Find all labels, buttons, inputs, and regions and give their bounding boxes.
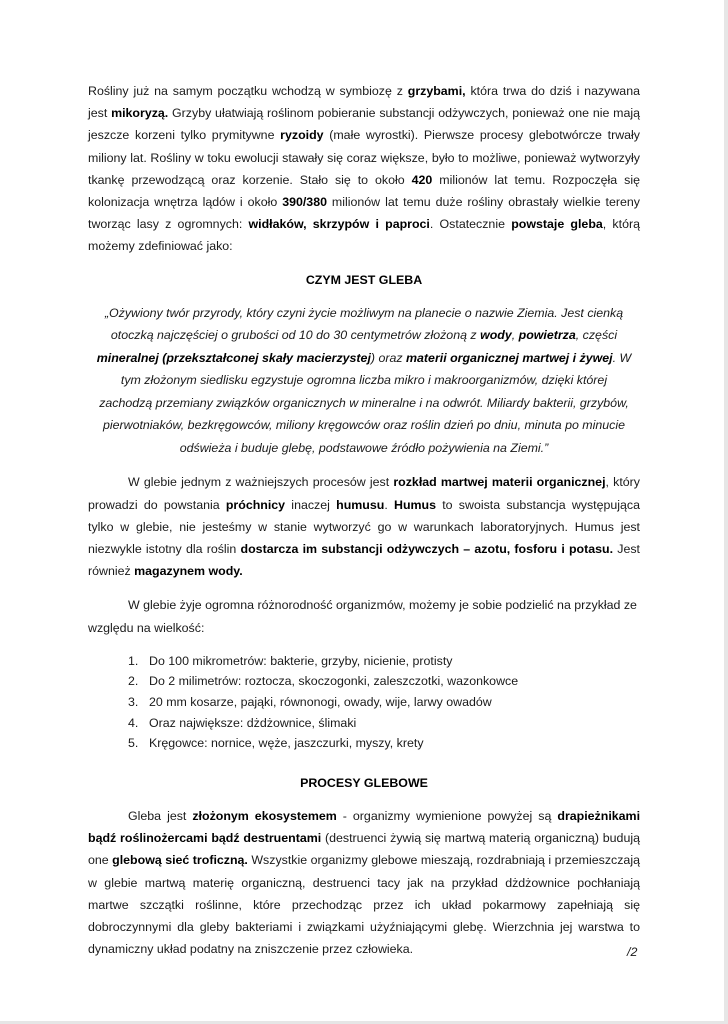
text-run: inaczej: [285, 497, 337, 512]
text-run: ,: [511, 328, 519, 343]
text-run: milionów lat temu. Rozpoczęła się kolonizacja wnętrza lądów i około: [88, 172, 640, 210]
bold-text: drapieżnikami bądź roślinożercami bądź destruentami: [88, 808, 641, 846]
text-run: - organizmy wymienione powyżej są: [336, 808, 558, 823]
text-run: „Ożywiony twór przyrody, który czyni życie możliwym na planecie o nazwie Ziemia. Jest cienką otoczką najczęściej o grubości od 10 do 30 centymetrów złożoną z: [104, 305, 624, 343]
text-run: ) oraz: [370, 350, 407, 365]
heading-procesy-glebowe: PROCESY GLEBOWE: [300, 775, 428, 790]
bold-text: mikoryzą.: [111, 106, 169, 121]
bold-text: dostarcza im substancji odżywczych – azotu, fosforu i potasu.: [240, 541, 614, 556]
bold-text: magazynem wody.: [134, 564, 243, 579]
text-run: . Ostatecznie: [429, 217, 512, 232]
organisms-paragraph: W glebie żyje ogromna różnorodność organizmów, możemy je sobie podzielić na przykład ze względu na wielkość:: [88, 598, 637, 635]
text-run: (destruenci żywią się martwą materią organiczną) budują one: [88, 831, 640, 868]
text-run: to swoista substancja występująca tylko w glebie, nie jesteśmy w stanie wytworzyć go w warunkach laboratoryjnych. Humus jest niezwykle istotny dla roślin: [88, 497, 640, 556]
list-text: Do 100 mikrometrów: bakterie, grzyby, nicienie, protisty: [149, 653, 453, 668]
text-run: W glebie jednym z ważniejszych procesów jest: [128, 475, 394, 490]
bold-text: rozkład martwej materii organicznej: [393, 475, 606, 490]
text-run: Rośliny już na samym początku wchodzą w symbiozę z: [88, 84, 408, 98]
page-content: [88, 80, 640, 960]
intro-paragraph: [88, 80, 640, 258]
list-text: 20 mm kosarze, pająki, równonogi, owady, wije, larwy owadów: [149, 694, 492, 709]
text-run: Wszystkie organizmy glebowe mieszają, rozdrabniają i przemieszczają w glebie martwą materię organiczną, destruenci tacy jak na przykład dżdżownice pochłaniają martwe szczątki roślinne, które przechodząc przez ich układ pokarmowy zapełniają się dobroczynnymi dla gleby bakteriami i związkami użyźniającymi glebę. Wierzchnia jej warstwa to dynamiczny układ podatny na zniszczenie przez człowieka.: [88, 853, 640, 957]
bold-text: 420: [411, 172, 433, 187]
bold-text: ryzoidy: [280, 128, 324, 143]
text-run: (małe wyrostki). Pierwsze procesy glebotwórcze trwały miliony lat. Rośliny w toku ewolucji stawały się coraz większe, było to możliwe, ponieważ wytworzyły tkankę przewodzącą oraz korzenie. Stało się to około: [88, 128, 640, 187]
humus-paragraph: [88, 471, 640, 582]
list-text: Do 2 milimetrów: roztocza, skoczogonki, zaleszczotki, wazonkowce: [149, 674, 519, 689]
bold-text: materii organicznej martwej i żywej: [406, 350, 613, 365]
page-number: /2: [627, 945, 638, 959]
bold-text: humusu: [336, 497, 385, 512]
text-run: .: [384, 497, 394, 512]
bold-text: grzybami,: [407, 84, 466, 98]
list-number: 1.: [128, 653, 139, 668]
text-run: . W tym złożonym siedlisku egzystuje ogromna liczba mikro i makroorganizmów, dzięki której zachodzą przemiany związków organicznych w mineralne i na odwrót. Miliardy bakterii, grzybów, pierwotniaków, bezkręgowców, miliony kręgowców oraz roślin dzień po dniu, minuta po minucie odświeża i buduje glebę, podstawowe źródło pożywienia na Ziemi.”: [99, 350, 632, 455]
bold-text: wody: [480, 328, 512, 343]
list-number: 5.: [128, 736, 139, 751]
text-run: Jest również: [88, 541, 640, 579]
bold-text: 390/380: [282, 195, 327, 210]
bold-text: glebową sieć troficzną.: [112, 853, 248, 868]
heading-czym-jest-gleba: CZYM JEST GLEBA: [305, 272, 423, 287]
text-run: , którą możemy zdefiniować jako:: [88, 217, 640, 254]
soil-definition-quote: [88, 302, 640, 460]
text-run: Grzyby ułatwiają roślinom pobieranie substancji odżywczych, ponieważ one nie mają jeszcze korzeni tylko prymitywne: [88, 106, 640, 143]
bold-text: próchnicy: [225, 497, 286, 512]
bold-text: powietrza: [518, 328, 576, 343]
bold-text: mineralnej (przekształconej skały macierzystej: [96, 350, 371, 365]
list-item: [88, 713, 640, 734]
list-number: 3.: [128, 694, 139, 709]
processes-paragraph: [88, 805, 640, 960]
list-item: [88, 733, 640, 754]
text-run: Gleba jest: [128, 808, 193, 823]
bold-text: powstaje gleba: [511, 217, 603, 232]
text-run: , części: [575, 328, 618, 343]
text-run: milionów lat temu duże rośliny obrastały wielkie tereny tworząc lasy z ogromnych:: [88, 195, 640, 232]
text-run: , który prowadzi do powstania: [88, 475, 640, 512]
bold-text: Humus: [394, 497, 436, 512]
list-item: [88, 692, 640, 713]
bold-text: widłaków, skrzypów i paproci: [248, 217, 430, 232]
list-item: [88, 671, 640, 692]
text-run: która trwa do dziś i nazywana jest: [88, 84, 640, 121]
organisms-size-list: [88, 651, 640, 754]
list-number: 2.: [128, 674, 139, 689]
list-text: Oraz największe: dżdżownice, ślimaki: [149, 715, 357, 730]
list-item: [88, 651, 640, 672]
list-text: Kręgowce: nornice, węże, jaszczurki, myszy, krety: [149, 736, 424, 751]
list-number: 4.: [128, 715, 139, 730]
bold-text: złożonym ekosystemem: [192, 808, 337, 823]
